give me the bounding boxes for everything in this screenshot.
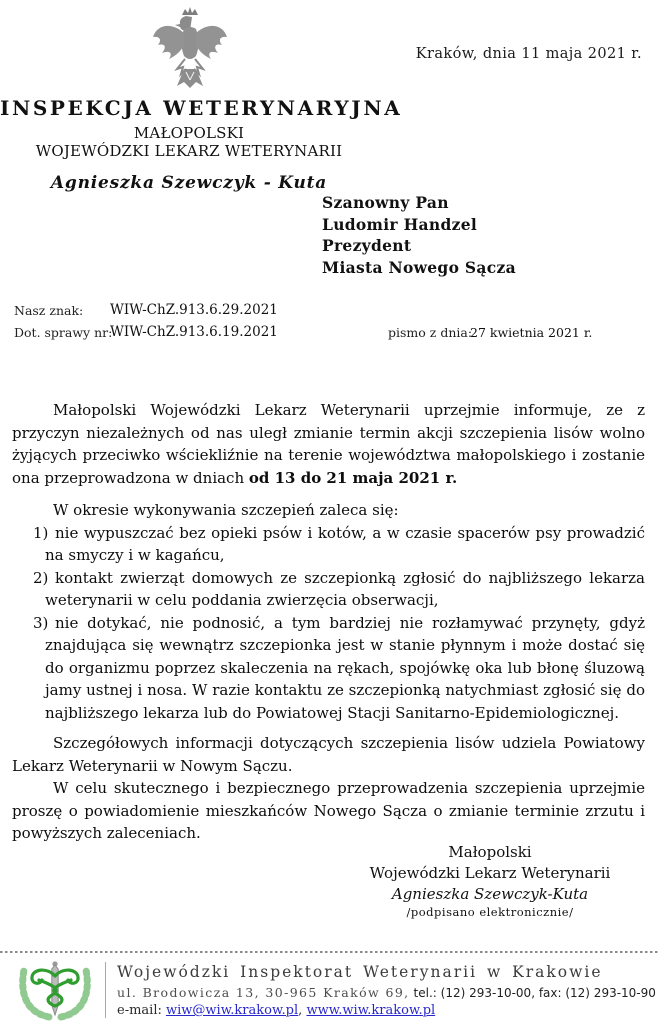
- footer-address-line: [117, 985, 657, 1000]
- footer-website-link[interactable]: www.wiw.krakow.pl: [306, 1003, 436, 1018]
- footer-email-line: [117, 1003, 657, 1018]
- list-item: [12, 612, 645, 725]
- list-item-number: 3): [33, 613, 49, 632]
- case-ref-value: WIW-ChZ.913.6.19.2021: [110, 324, 278, 340]
- footer-email-label: e-mail:: [117, 1003, 162, 1018]
- footer-street-address: ul. Brodowicza 13, 30-965 Kraków 69,: [117, 985, 410, 1000]
- list-item-text: nie wypuszczać bez opieki psów i kotów, a w czasie spacerów psy prowadzić na smyczy i w kagańcu,: [45, 523, 645, 564]
- footer-link-separator: ,: [298, 1003, 303, 1018]
- footer-email-link[interactable]: wiw@wiw.krakow.pl: [166, 1003, 299, 1018]
- org-signer-name: Agnieszka Szewczyk - Kuta: [50, 173, 328, 193]
- footer-inspectorate-name: Wojewódzki Inspektorat Weterynarii w Krakowie: [117, 963, 603, 981]
- footer-separator: [0, 951, 660, 953]
- footer-vertical-divider: [105, 962, 106, 1018]
- recipient-title: Prezydent: [322, 236, 412, 255]
- letter-date-value: 27 kwietnia 2021 r.: [470, 325, 593, 340]
- list-item-number: 2): [33, 568, 49, 587]
- paragraph-request: W celu skutecznego i bezpiecznego przeprowadzenia szczepienia uprzejmie proszę o powiadomienie mieszkańców Nowego Sącza o zmianie terminie zrzutu i powyższych zaleceniach.: [12, 779, 645, 842]
- signature-name: Agnieszka Szewczyk-Kuta: [391, 885, 589, 903]
- list-item-number: 1): [33, 523, 49, 542]
- footer-phone-numbers: tel.: (12) 293-10-00, fax: (12) 293-10-90: [413, 986, 656, 1000]
- letter-body: [12, 399, 645, 845]
- list-item: [12, 567, 645, 612]
- our-ref-label: Nasz znak:: [14, 303, 84, 318]
- footer-contact-block: [117, 963, 657, 1018]
- veterinary-caduceus-icon: [13, 959, 97, 1021]
- org-office: WOJEWÓDZKI LEKARZ WETERYNARII: [35, 142, 343, 160]
- org-name: INSPEKCJA WETERYNARYJNA: [0, 96, 403, 120]
- paragraph-recommendations-intro: W okresie wykonywania szczepień zaleca się:: [53, 501, 399, 519]
- letter-date: Kraków, dnia 11 maja 2021 r.: [415, 46, 642, 62]
- signature-region: Małopolski: [448, 843, 532, 861]
- org-region: MAŁOPOLSKI: [133, 124, 245, 142]
- recipient-name: Ludomir Handzel: [322, 214, 478, 234]
- recipient-city: Miasta Nowego Sącza: [322, 257, 516, 277]
- paragraph-info-contact: Szczegółowych informacji dotyczących szczepienia lisów udziela Powiatowy Lekarz Weterynarii w Nowym Sączu.: [12, 734, 645, 775]
- recipient-block: [322, 192, 516, 278]
- recipient-salutation: Szanowny Pan: [322, 193, 449, 212]
- paragraph-announcement: [12, 399, 645, 489]
- letterhead-org-block: [0, 96, 403, 193]
- signature-office: Wojewódzki Lekarz Weterynarii: [369, 864, 611, 882]
- signature-block: [320, 842, 660, 919]
- signature-electronic-note: /podpisano elektronicznie/: [406, 905, 574, 919]
- letter-date-label: pismo z dnia:: [388, 325, 473, 340]
- list-item-text: nie dotykać, nie podnosić, a tym bardziej nie rozłamywać przynęty, gdyż znajdująca się wewnątrz szczepionka jest w stanie płynnym i może dostać się do organizmu poprzez skaleczenia na rękach, spojówkę oka lub błonę śluzową jamy ustnej i nosa. W razie kontaktu ze szczepionką natychmiast zgłosić się do najbliższego lekarza lub do Powiatowej Stacji Sanitarno-Epidemiologicznej.: [45, 613, 645, 722]
- case-ref-label: Dot. sprawy nr:: [14, 325, 113, 340]
- list-item: [12, 522, 645, 567]
- list-item-text: kontakt zwierząt domowych ze szczepionką zgłosić do najbliższego lekarza weterynarii w celu poddania zwierzęcia obserwacji,: [45, 568, 645, 609]
- polish-eagle-icon: [148, 6, 232, 98]
- paragraph-announcement-text: Małopolski Wojewódzki Lekarz Weterynarii uprzejmie informuje, ze z przyczyn niezależnych od nas uległ zmianie termin akcji szczepienia lisów wolno żyjących przeciwko wściekliźnie na terenie województwa małopolskiego i zostanie ona przeprowadzona w dniach: [12, 401, 645, 487]
- vaccination-dates: od 13 do 21 maja 2021 r.: [248, 468, 458, 487]
- our-ref-value: WIW-ChZ.913.6.29.2021: [110, 302, 278, 318]
